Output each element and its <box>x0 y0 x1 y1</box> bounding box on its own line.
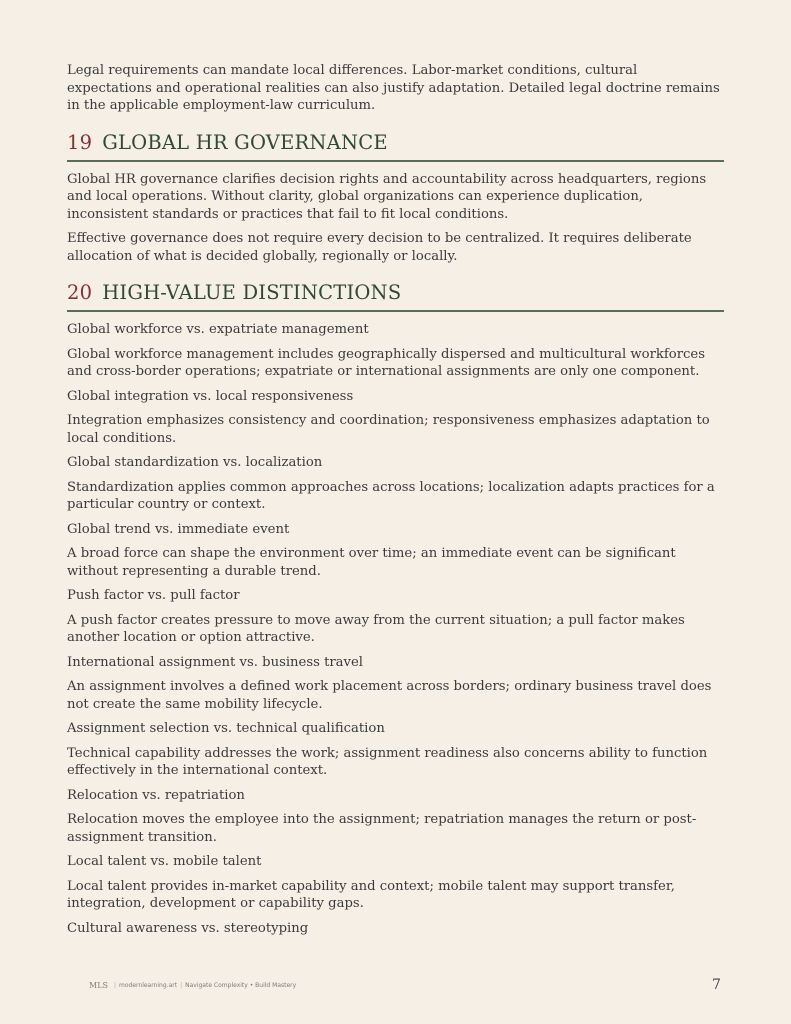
intro-paragraph: Legal requirements can mandate local differences. Labor-market conditions, cultural expectations and operational realities can also justify adaptation. Detailed legal doctrine remains in the applicable employment-law curriculum. <box>67 63 720 113</box>
section-19 <box>67 131 724 266</box>
distinction-definition: A broad force can shape the environment over time; an immediate event can be significant without representing a durable trend. <box>67 546 676 579</box>
distinction-term: Assignment selection vs. technical qualification <box>67 721 385 736</box>
distinction-definition: Technical capability addresses the work; assignment readiness also concerns ability to function effectively in the international context. <box>67 745 708 778</box>
distinction-definition: Local talent provides in-market capability and context; mobile talent may support transfer, integration, development or capability gaps. <box>67 878 675 911</box>
site-link[interactable]: modernlearning.art <box>119 982 178 989</box>
paragraph: Global HR governance clarifies decision rights and accountability across headquarters, regions and local operations. Without clarity, global organizations can experience duplication, inconsistent standards or practices that fail to fit local conditions. <box>67 171 707 222</box>
brand-logo: MLS <box>89 981 108 990</box>
section-heading <box>67 281 724 312</box>
section-heading <box>67 131 724 162</box>
distinction-definition: Integration emphasizes consistency and coordination; responsiveness emphasizes adaptation to local conditions. <box>67 413 710 446</box>
distinction-definition: A push factor creates pressure to move away from the current situation; a pull factor makes another location or option attractive. <box>67 612 685 645</box>
section-number: 19 <box>67 130 93 154</box>
page-number: 7 <box>712 977 721 993</box>
section-title: GLOBAL HR GOVERNANCE <box>102 130 388 154</box>
section-20 <box>67 281 724 937</box>
distinction-definition: Global workforce management includes geographically dispersed and multicultural workforces and cross-border operations; expatriate or international assignments are only one component. <box>67 346 705 379</box>
distinction-definition: Standardization applies common approaches across locations; localization adapts practices for a particular country or context. <box>67 479 715 512</box>
divider: | <box>180 982 183 989</box>
distinction-term: Relocation vs. repatriation <box>67 787 245 803</box>
distinction-definition: Relocation moves the employee into the assignment; repatriation manages the return or post-assignment transition. <box>67 812 697 845</box>
footer-tagline: Navigate Complexity • Build Mastery <box>185 982 297 989</box>
distinction-definition: An assignment involves a defined work placement across borders; ordinary business travel does not create the same mobility lifecycle. <box>67 679 712 712</box>
page-footer <box>89 981 296 990</box>
distinction-term: Global trend vs. immediate event <box>67 521 290 537</box>
page-content <box>67 62 724 944</box>
paragraph: Effective governance does not require every decision to be centralized. It requires deliberate allocation of what is decided globally, regionally or locally. <box>67 231 692 264</box>
section-title: HIGH-VALUE DISTINCTIONS <box>102 281 402 304</box>
distinction-term: International assignment vs. business travel <box>67 654 364 670</box>
distinction-term: Global integration vs. local responsiveness <box>67 388 354 404</box>
distinction-term: Global workforce vs. expatriate management <box>67 322 369 337</box>
distinction-term: Global standardization vs. localization <box>67 455 323 470</box>
distinction-term: Local talent vs. mobile talent <box>67 854 262 869</box>
divider: | <box>113 982 117 989</box>
distinction-term: Cultural awareness vs. stereotyping <box>67 920 309 936</box>
section-number: 20 <box>67 281 93 304</box>
distinction-term: Push factor vs. pull factor <box>67 588 240 603</box>
